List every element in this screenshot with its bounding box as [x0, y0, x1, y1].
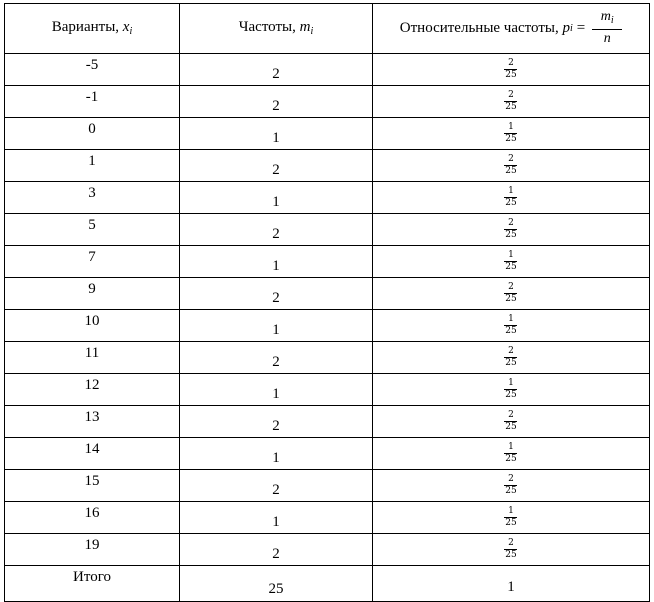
- frequency-cell: 1: [180, 182, 373, 214]
- relative-fraction: [504, 155, 517, 176]
- table-row: [5, 86, 650, 118]
- frequency-cell: 1: [180, 118, 373, 150]
- table-row: [5, 118, 650, 150]
- relative-fraction: [504, 379, 517, 400]
- fraction-numerator: 2: [508, 538, 514, 548]
- variant-cell: 11: [5, 342, 180, 374]
- frequency-cell: 2: [180, 214, 373, 246]
- variant-cell: -1: [5, 86, 180, 118]
- variant-cell: 13: [5, 406, 180, 438]
- relative-fraction: [504, 91, 517, 112]
- table-row: [5, 278, 650, 310]
- variant-cell: 5: [5, 214, 180, 246]
- fraction-numerator: 2: [508, 346, 514, 356]
- header-frequencies-label: Частоты,: [238, 19, 296, 35]
- fraction-numerator: 2: [508, 282, 514, 292]
- header-frequencies-symbol: m: [299, 19, 311, 35]
- variant-cell: 9: [5, 278, 180, 310]
- fraction-denominator: 25: [505, 390, 517, 400]
- fraction-bar: [504, 549, 517, 550]
- relative-frequency-cell: [373, 246, 650, 278]
- header-relative-formula: [592, 10, 622, 46]
- variant-cell: 19: [5, 534, 180, 566]
- relative-fraction: [504, 219, 517, 240]
- relative-frequency-cell: [373, 182, 650, 214]
- variant-cell: 1: [5, 150, 180, 182]
- header-variants-symbol: x: [122, 19, 130, 35]
- fraction-numerator: 1: [508, 506, 514, 516]
- relative-fraction: [504, 539, 517, 560]
- relative-fraction: [504, 123, 517, 144]
- fraction-denominator: 25: [505, 198, 517, 208]
- variant-cell: 15: [5, 470, 180, 502]
- table-body: [5, 54, 650, 566]
- variant-cell: 16: [5, 502, 180, 534]
- variant-cell: 12: [5, 374, 180, 406]
- header-frequencies: [180, 4, 373, 54]
- header-relative-label: Относительные частоты,: [399, 20, 559, 36]
- fraction-numerator: 2: [508, 218, 514, 228]
- frequency-cell: 2: [180, 470, 373, 502]
- fraction-denominator: 25: [505, 358, 517, 368]
- variant-cell: 7: [5, 246, 180, 278]
- relative-fraction: [504, 475, 517, 496]
- relative-frequency-cell: [373, 118, 650, 150]
- header-variants: [5, 4, 180, 54]
- fraction-numerator: 1: [508, 250, 514, 260]
- fraction-numerator: 2: [508, 154, 514, 164]
- relative-frequency-cell: [373, 214, 650, 246]
- fraction-denominator: 25: [505, 550, 517, 560]
- relative-frequency-cell: [373, 534, 650, 566]
- relative-frequency-cell: [373, 278, 650, 310]
- fraction-numerator: 1: [508, 442, 514, 452]
- frequency-cell: 1: [180, 438, 373, 470]
- table-row: [5, 406, 650, 438]
- fraction-denominator: 25: [505, 262, 517, 272]
- fraction-numerator: 1: [508, 314, 514, 324]
- frequency-cell: 2: [180, 278, 373, 310]
- relative-frequency-cell: [373, 150, 650, 182]
- fraction-denominator: 25: [505, 454, 517, 464]
- relative-frequency-cell: [373, 470, 650, 502]
- variant-cell: 14: [5, 438, 180, 470]
- frequency-cell: 1: [180, 502, 373, 534]
- fraction-numerator: 2: [508, 90, 514, 100]
- relative-fraction: [504, 187, 517, 208]
- relative-frequency-cell: [373, 86, 650, 118]
- table-row: [5, 246, 650, 278]
- header-relative-subscript: i: [569, 22, 573, 34]
- frequency-cell: 2: [180, 534, 373, 566]
- variant-cell: 10: [5, 310, 180, 342]
- table-row: [5, 502, 650, 534]
- relative-frequency-cell: [373, 310, 650, 342]
- frequency-cell: 2: [180, 342, 373, 374]
- frequency-table: [4, 3, 650, 602]
- relative-fraction: [504, 251, 517, 272]
- frequency-cell: 2: [180, 406, 373, 438]
- fraction-denominator: 25: [505, 518, 517, 528]
- frequency-cell: 1: [180, 246, 373, 278]
- relative-fraction: [504, 411, 517, 432]
- fraction-denominator: 25: [505, 422, 517, 432]
- fraction-numerator: 1: [508, 122, 514, 132]
- header-relative: [373, 4, 650, 54]
- table-row: [5, 182, 650, 214]
- header-frequencies-subscript: i: [310, 26, 314, 37]
- table-row: [5, 342, 650, 374]
- header-relative-symbol: p: [562, 20, 570, 36]
- relative-frequency-cell: [373, 374, 650, 406]
- fraction-denominator: 25: [505, 166, 517, 176]
- fraction-numerator: 2: [508, 410, 514, 420]
- fraction-denominator: 25: [505, 134, 517, 144]
- relative-fraction: [504, 507, 517, 528]
- relative-fraction: [504, 59, 517, 80]
- frequency-cell: 1: [180, 310, 373, 342]
- formula-denominator: n: [603, 30, 611, 46]
- fraction-denominator: 25: [505, 70, 517, 80]
- relative-frequency-cell: [373, 342, 650, 374]
- header-variants-subscript: i: [129, 26, 133, 37]
- header-variants-label: Варианты,: [51, 19, 120, 35]
- table-row: [5, 310, 650, 342]
- fraction-numerator: 2: [508, 474, 514, 484]
- table-row: [5, 438, 650, 470]
- fraction-numerator: 1: [508, 378, 514, 388]
- fraction-numerator: 2: [508, 58, 514, 68]
- table-row: [5, 534, 650, 566]
- relative-frequency-cell: [373, 54, 650, 86]
- fraction-denominator: 25: [505, 486, 517, 496]
- table-row: [5, 470, 650, 502]
- relative-fraction: [504, 283, 517, 304]
- relative-fraction: [504, 347, 517, 368]
- header-row: [5, 4, 650, 54]
- relative-fraction: [504, 443, 517, 464]
- fraction-denominator: 25: [505, 230, 517, 240]
- fraction-denominator: 25: [505, 326, 517, 336]
- frequency-cell: 2: [180, 150, 373, 182]
- relative-frequency-cell: [373, 406, 650, 438]
- formula-fraction-bar: [592, 29, 622, 30]
- relative-frequency-cell: [373, 502, 650, 534]
- relative-fraction: [504, 315, 517, 336]
- total-label: Итого: [5, 566, 180, 602]
- total-row: [5, 566, 650, 602]
- variant-cell: -5: [5, 54, 180, 86]
- table-row: [5, 374, 650, 406]
- total-relative: 1: [373, 566, 650, 602]
- header-relative-equals: =: [576, 20, 586, 36]
- fraction-denominator: 25: [505, 102, 517, 112]
- frequency-cell: 1: [180, 374, 373, 406]
- table-row: [5, 54, 650, 86]
- frequency-cell: 2: [180, 54, 373, 86]
- relative-frequency-cell: [373, 438, 650, 470]
- formula-numerator-subscript: i: [610, 15, 614, 27]
- fraction-numerator: 1: [508, 186, 514, 196]
- formula-numerator-symbol: m: [600, 9, 611, 25]
- table-row: [5, 150, 650, 182]
- total-frequency: 25: [180, 566, 373, 602]
- table-row: [5, 214, 650, 246]
- frequency-cell: 2: [180, 86, 373, 118]
- variant-cell: 3: [5, 182, 180, 214]
- fraction-denominator: 25: [505, 294, 517, 304]
- variant-cell: 0: [5, 118, 180, 150]
